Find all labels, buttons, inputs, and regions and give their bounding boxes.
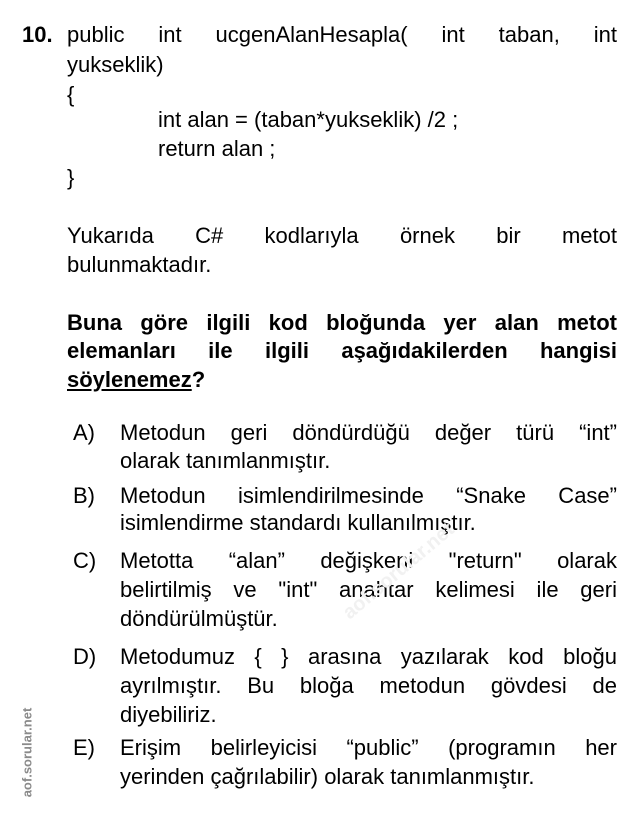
prompt-emphasis: söylenemez	[67, 367, 192, 392]
code-token: ucgenAlanHesapla(	[215, 22, 408, 47]
option-b-text: isimlendirme standardı kullanılmıştır.	[120, 510, 476, 535]
code-token: int	[593, 22, 617, 47]
option-e-text: Erişim belirleyicisi “public” (programın her	[120, 735, 617, 760]
intro-line: bulunmaktadır.	[67, 252, 212, 277]
option-a-text: Metodun geri döndürdüğü değer türü “int”	[120, 420, 617, 445]
option-a-letter: A)	[73, 420, 95, 445]
option-d-text: ayrılmıştır. Bu bloğa metodun gövdesi de	[120, 673, 617, 698]
option-b-text: Metodun isimlendirilmesinde “Snake Case”	[120, 483, 617, 508]
option-d-text: diyebiliriz.	[120, 702, 217, 727]
prompt-mark: ?	[191, 367, 206, 392]
option-e-text: yerinden çağrılabilir) olarak tanımlanmıştır.	[120, 764, 535, 789]
code-line-5: return alan ;	[158, 136, 276, 161]
question-number: 10.	[22, 22, 53, 47]
option-a-text: olarak tanımlanmıştır.	[120, 448, 331, 473]
option-b-letter: B)	[73, 483, 95, 508]
side-site-label: aof.sorular.net	[19, 707, 35, 798]
option-c-text: Metotta “alan” değişkeni "return" olarak	[120, 548, 617, 573]
option-d-letter: D)	[73, 644, 97, 669]
option-c-text: döndürülmüştür.	[120, 606, 278, 631]
option-c-text: belirtilmiş ve "int" anahtar kelimesi ile geri	[120, 577, 617, 602]
code-line-4: int alan = (taban*yukseklik) /2 ;	[158, 107, 459, 132]
prompt-line	[67, 366, 205, 394]
code-token: public	[67, 22, 125, 47]
option-c-letter: C)	[73, 548, 97, 573]
option-e-letter: E)	[73, 735, 95, 760]
code-line-1	[67, 21, 617, 49]
code-token: int	[441, 22, 465, 47]
code-line-2: yukseklik)	[67, 52, 164, 77]
code-token: int	[158, 22, 182, 47]
intro-line: Yukarıda C# kodlarıyla örnek bir metot	[67, 223, 617, 248]
code-token: taban,	[498, 22, 560, 47]
code-line-6: }	[67, 165, 75, 190]
prompt-line: Buna göre ilgili kod bloğunda yer alan metot	[67, 310, 617, 335]
prompt-line: elemanları ile ilgili aşağıdakilerden hangisi	[67, 338, 617, 363]
option-d-text: Metodumuz { } arasına yazılarak kod bloğu	[120, 644, 617, 669]
watermark: aof.sorular.net	[338, 518, 459, 624]
code-line-3: {	[67, 82, 75, 107]
